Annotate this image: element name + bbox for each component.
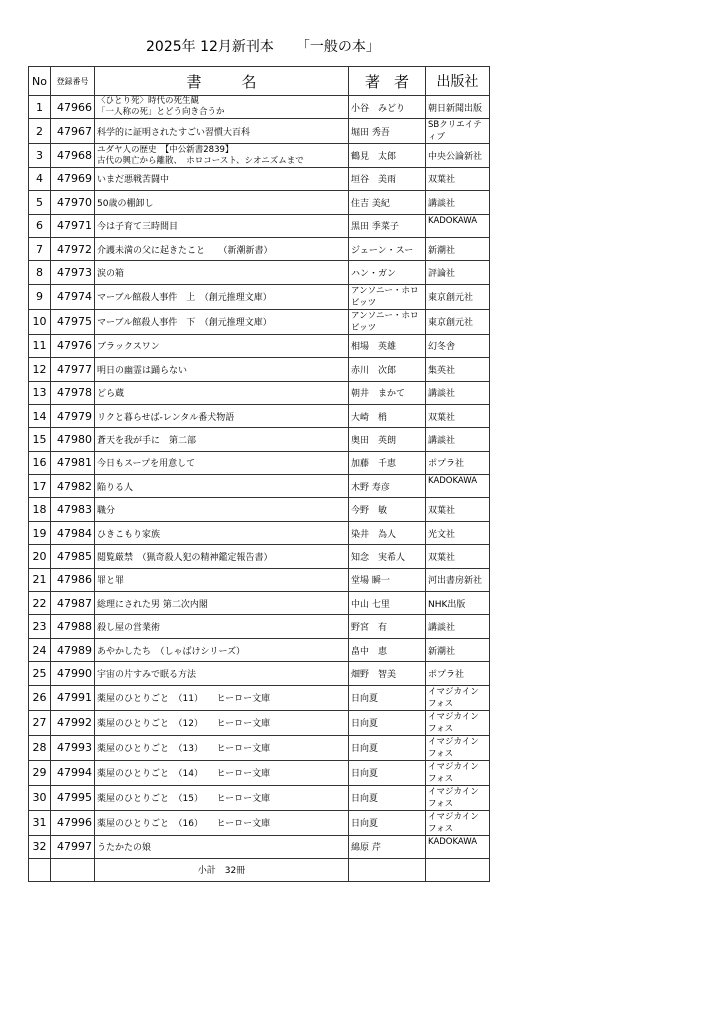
book-title: 50歳の棚卸し [95, 191, 349, 214]
book-publisher: 講談社 [426, 191, 490, 214]
book-author: 畑野 智美 [349, 662, 426, 685]
book-author: 畠中 恵 [349, 638, 426, 661]
row-number: 5 [29, 191, 51, 214]
registration-number: 47983 [51, 498, 95, 521]
registration-number: 47990 [51, 662, 95, 685]
subtotal-empty-reg [51, 858, 95, 881]
registration-number: 47994 [51, 760, 95, 785]
book-author: 小谷 みどり [349, 96, 426, 119]
registration-number: 47972 [51, 237, 95, 260]
registration-number: 47969 [51, 167, 95, 190]
registration-number: 47984 [51, 521, 95, 544]
book-title: 陥りる人 [95, 475, 349, 498]
book-author: 日向夏 [349, 735, 426, 760]
book-title: 薬屋のひとりごと （14） ヒーロー文庫 [95, 760, 349, 785]
book-title-line2: 古代の興亡から離散、 ホロコースト、シオニズムまで [97, 155, 304, 166]
book-author: 日向夏 [349, 685, 426, 710]
book-author: 木野 寿彦 [349, 475, 426, 498]
row-number: 16 [29, 451, 51, 474]
book-publisher: 朝日新聞出版 [426, 96, 490, 119]
book-list-table [28, 66, 490, 882]
book-publisher: 河出書房新社 [426, 568, 490, 591]
table-row [29, 710, 490, 735]
row-number: 11 [29, 334, 51, 357]
registration-number: 47968 [51, 144, 95, 167]
row-number: 14 [29, 404, 51, 427]
book-author: 垣谷 美雨 [349, 167, 426, 190]
registration-number: 47989 [51, 638, 95, 661]
row-number: 8 [29, 261, 51, 284]
subtotal-empty-no [29, 858, 51, 881]
table-row [29, 475, 490, 498]
book-title [95, 144, 349, 167]
registration-number: 47995 [51, 785, 95, 810]
row-number: 15 [29, 428, 51, 451]
book-publisher: 双葉社 [426, 545, 490, 568]
table-row [29, 638, 490, 661]
book-title-line1: ユダヤ人の歴史 【中公新書2839】 [97, 144, 234, 155]
book-title: 薬屋のひとりごと （12） ヒーロー文庫 [95, 710, 349, 735]
registration-number: 47981 [51, 451, 95, 474]
table-row [29, 810, 490, 835]
table-row [29, 545, 490, 568]
table-row [29, 144, 490, 167]
page-title-main: 2025年 12月新刊本 [146, 39, 274, 55]
table-row [29, 498, 490, 521]
table-row [29, 334, 490, 357]
book-title: 薬屋のひとりごと （16） ヒーロー文庫 [95, 810, 349, 835]
column-header-reg: 登録番号 [51, 67, 95, 96]
book-publisher: KADOKAWA [426, 214, 490, 237]
book-publisher: イマジカインフォス [426, 710, 490, 735]
table-row [29, 96, 490, 119]
book-title: どら蔵 [95, 381, 349, 404]
row-number: 21 [29, 568, 51, 591]
book-publisher: NHK出版 [426, 592, 490, 615]
row-number: 19 [29, 521, 51, 544]
table-row [29, 592, 490, 615]
book-title: ひきこもり家族 [95, 521, 349, 544]
book-title: 今日もスープを用意して [95, 451, 349, 474]
book-author: アンソニー・ホロビッツ [349, 309, 426, 334]
registration-number: 47988 [51, 615, 95, 638]
book-publisher: ポプラ社 [426, 451, 490, 474]
row-number: 23 [29, 615, 51, 638]
row-number: 25 [29, 662, 51, 685]
book-author: 日向夏 [349, 760, 426, 785]
registration-number: 47992 [51, 710, 95, 735]
registration-number: 47993 [51, 735, 95, 760]
column-header-publisher: 出版社 [426, 67, 490, 96]
book-publisher: 双葉社 [426, 167, 490, 190]
registration-number: 47977 [51, 358, 95, 381]
registration-number: 47967 [51, 119, 95, 144]
row-number: 32 [29, 835, 51, 858]
registration-number: 47982 [51, 475, 95, 498]
book-title: 薬屋のひとりごと （11） ヒーロー文庫 [95, 685, 349, 710]
row-number: 29 [29, 760, 51, 785]
book-title: 殺し屋の営業術 [95, 615, 349, 638]
row-number: 7 [29, 237, 51, 260]
table-row [29, 284, 490, 309]
book-publisher: KADOKAWA [426, 835, 490, 858]
book-title: いまだ悪戦苦闘中 [95, 167, 349, 190]
table-row [29, 358, 490, 381]
registration-number: 47966 [51, 96, 95, 119]
book-author: ジェーン・スー [349, 237, 426, 260]
book-publisher: イマジカインフォス [426, 735, 490, 760]
table-row [29, 381, 490, 404]
table-row [29, 451, 490, 474]
row-number: 12 [29, 358, 51, 381]
book-title: 職分 [95, 498, 349, 521]
registration-number: 47973 [51, 261, 95, 284]
book-author: 綿原 芹 [349, 835, 426, 858]
book-title: うたかたの娘 [95, 835, 349, 858]
subtotal-row [29, 858, 490, 881]
row-number: 6 [29, 214, 51, 237]
book-title: 薬屋のひとりごと （15） ヒーロー文庫 [95, 785, 349, 810]
table-row [29, 214, 490, 237]
table-row [29, 404, 490, 427]
book-author: 朝井 まかて [349, 381, 426, 404]
registration-number: 47975 [51, 309, 95, 334]
column-header-title: 書名 [95, 67, 349, 96]
book-title-line1: 〈ひとり死〉時代の死生観 [97, 96, 200, 107]
book-author: 住吉 美紀 [349, 191, 426, 214]
book-publisher: 評論社 [426, 261, 490, 284]
book-title: 明日の幽霊は踊らない [95, 358, 349, 381]
book-author: 赤川 次郎 [349, 358, 426, 381]
book-publisher: 集英社 [426, 358, 490, 381]
book-author: 日向夏 [349, 785, 426, 810]
row-number: 31 [29, 810, 51, 835]
book-title: マーブル館殺人事件 上 （創元推理文庫） [95, 284, 349, 309]
registration-number: 47970 [51, 191, 95, 214]
registration-number: 47978 [51, 381, 95, 404]
table-row [29, 167, 490, 190]
registration-number: 47979 [51, 404, 95, 427]
book-title: 総理にされた男 第二次内閣 [95, 592, 349, 615]
book-publisher: 講談社 [426, 381, 490, 404]
subtotal-text: 小計 32冊 [95, 858, 349, 881]
registration-number: 47985 [51, 545, 95, 568]
book-title: ブラックスワン [95, 334, 349, 357]
book-publisher: SBクリエイティブ [426, 119, 490, 144]
row-number: 30 [29, 785, 51, 810]
registration-number: 47976 [51, 334, 95, 357]
book-publisher: 新潮社 [426, 638, 490, 661]
row-number: 10 [29, 309, 51, 334]
book-author: 奥田 英朗 [349, 428, 426, 451]
column-header-author: 著者 [349, 67, 426, 96]
registration-number: 47991 [51, 685, 95, 710]
row-number: 26 [29, 685, 51, 710]
registration-number: 47996 [51, 810, 95, 835]
table-row [29, 119, 490, 144]
book-title-line2: 「一人称の死」とどう向き合うか [97, 107, 225, 118]
book-title: 今は子育て三時間目 [95, 214, 349, 237]
table-row [29, 785, 490, 810]
book-author: 鶴見 太郎 [349, 144, 426, 167]
table-body [29, 96, 490, 859]
book-author: 染井 為人 [349, 521, 426, 544]
book-title: 蒼天を我が手に 第二部 [95, 428, 349, 451]
table-header-row [29, 67, 490, 96]
subtotal-empty-pub [426, 858, 490, 881]
subtotal-empty-author [349, 858, 426, 881]
book-title: 薬屋のひとりごと （13） ヒーロー文庫 [95, 735, 349, 760]
book-publisher: イマジカインフォス [426, 785, 490, 810]
row-number: 22 [29, 592, 51, 615]
registration-number: 47971 [51, 214, 95, 237]
book-author: 堀田 秀吾 [349, 119, 426, 144]
book-publisher: イマジカインフォス [426, 685, 490, 710]
row-number: 28 [29, 735, 51, 760]
book-author: ハン・ガン [349, 261, 426, 284]
book-author: 相場 英雄 [349, 334, 426, 357]
row-number: 1 [29, 96, 51, 119]
registration-number: 47980 [51, 428, 95, 451]
row-number: 2 [29, 119, 51, 144]
book-title [95, 96, 349, 119]
column-header-no: No [29, 67, 51, 96]
table-row [29, 428, 490, 451]
book-publisher: 東京創元社 [426, 284, 490, 309]
row-number: 20 [29, 545, 51, 568]
book-author: 大崎 梢 [349, 404, 426, 427]
book-author: 黒田 季菜子 [349, 214, 426, 237]
table-row [29, 309, 490, 334]
book-publisher: 双葉社 [426, 404, 490, 427]
row-number: 13 [29, 381, 51, 404]
registration-number: 47986 [51, 568, 95, 591]
book-publisher: 東京創元社 [426, 309, 490, 334]
table-row [29, 521, 490, 544]
row-number: 24 [29, 638, 51, 661]
book-title: 科学的に証明されたすごい習慣大百科 [95, 119, 349, 144]
book-publisher: 新潮社 [426, 237, 490, 260]
registration-number: 47987 [51, 592, 95, 615]
book-author: 日向夏 [349, 710, 426, 735]
book-author: 日向夏 [349, 810, 426, 835]
table-row [29, 568, 490, 591]
book-publisher: ポプラ社 [426, 662, 490, 685]
table-row [29, 191, 490, 214]
registration-number: 47997 [51, 835, 95, 858]
book-publisher: イマジカインフォス [426, 810, 490, 835]
book-publisher: 光文社 [426, 521, 490, 544]
book-title: マーブル館殺人事件 下 （創元推理文庫） [95, 309, 349, 334]
row-number: 9 [29, 284, 51, 309]
book-author: 野宮 有 [349, 615, 426, 638]
book-title: あやかしたち （しゃばけシリーズ） [95, 638, 349, 661]
row-number: 18 [29, 498, 51, 521]
book-title: 宇宙の片すみで眠る方法 [95, 662, 349, 685]
book-publisher: イマジカインフォス [426, 760, 490, 785]
book-author: アンソニー・ホロビッツ [349, 284, 426, 309]
book-author: 加藤 千恵 [349, 451, 426, 474]
book-title: リクと暮らせば-レンタル番犬物語 [95, 404, 349, 427]
page-title [146, 36, 380, 56]
book-publisher: 双葉社 [426, 498, 490, 521]
row-number: 17 [29, 475, 51, 498]
book-title: 閲覧厳禁 （猟奇殺人犯の精神鑑定報告書） [95, 545, 349, 568]
table-row [29, 261, 490, 284]
book-title: 罪と罪 [95, 568, 349, 591]
registration-number: 47974 [51, 284, 95, 309]
table-row [29, 685, 490, 710]
book-author: 中山 七里 [349, 592, 426, 615]
table-row [29, 835, 490, 858]
book-publisher: 幻冬舎 [426, 334, 490, 357]
row-number: 4 [29, 167, 51, 190]
row-number: 27 [29, 710, 51, 735]
book-publisher: 中央公論新社 [426, 144, 490, 167]
book-publisher: KADOKAWA [426, 475, 490, 498]
book-author: 今野 敏 [349, 498, 426, 521]
book-publisher: 講談社 [426, 428, 490, 451]
book-author: 知念 実希人 [349, 545, 426, 568]
book-publisher: 講談社 [426, 615, 490, 638]
table-row [29, 237, 490, 260]
table-row [29, 735, 490, 760]
row-number: 3 [29, 144, 51, 167]
table-row [29, 662, 490, 685]
page-title-sub: 「一般の本」 [295, 39, 380, 55]
book-author: 堂場 瞬一 [349, 568, 426, 591]
book-title: 涙の箱 [95, 261, 349, 284]
table-row [29, 615, 490, 638]
table-row [29, 760, 490, 785]
book-title: 介護未満の父に起きたこと （新潮新書） [95, 237, 349, 260]
